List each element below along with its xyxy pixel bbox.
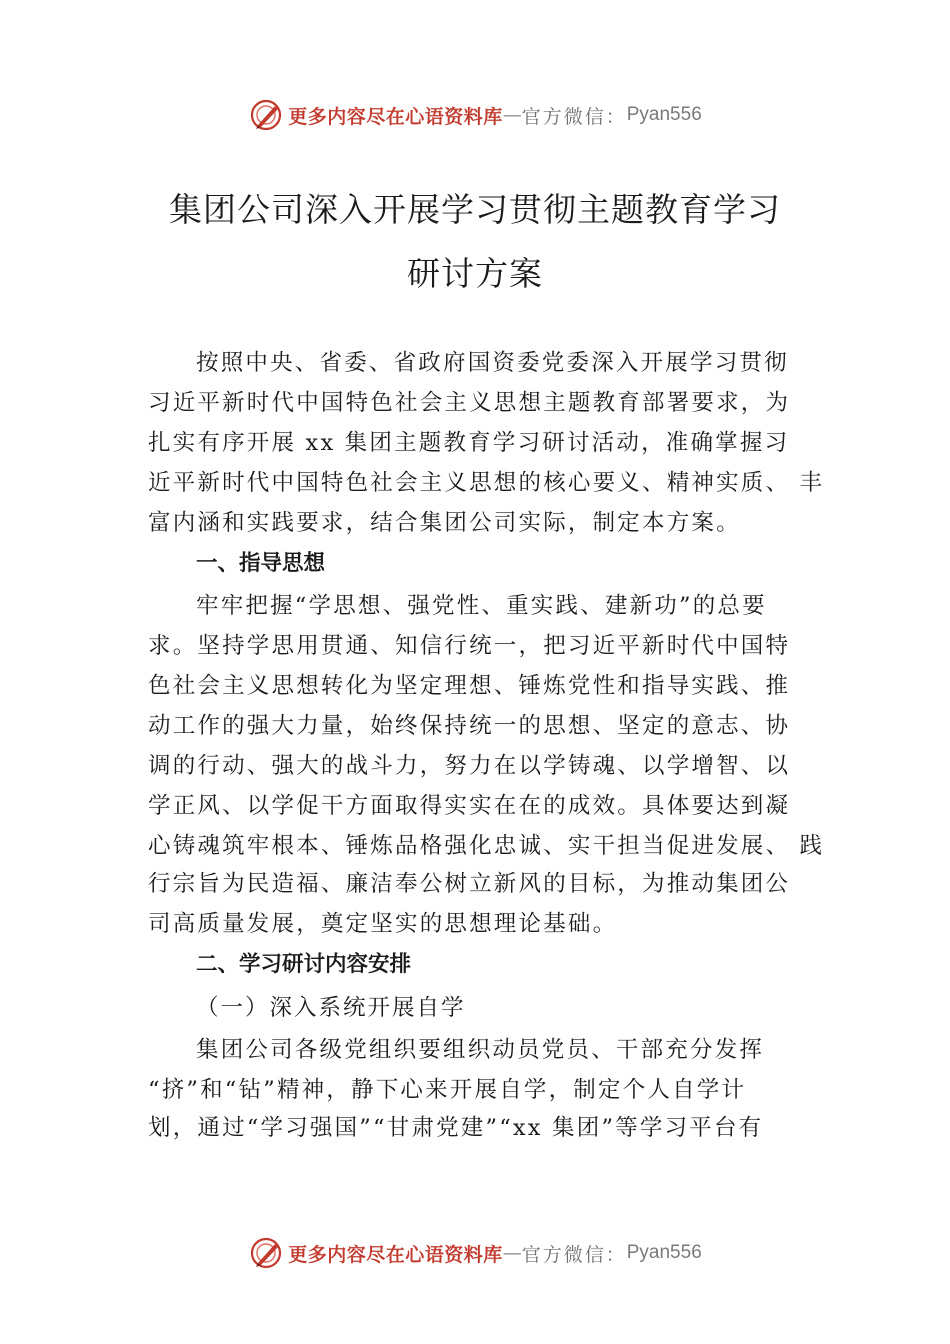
banner-wechat-id: Pyan556 xyxy=(626,1242,702,1263)
section-1-line: 心铸魂筑牢根本、锤炼品格强化忠诚、实干担当促进发展、 践 xyxy=(148,833,825,859)
intro-line: 按照中央、省委、省政府国资委党委深入开展学习贯彻 xyxy=(196,350,789,376)
banner-wechat-label: 官方微信： xyxy=(521,1243,627,1266)
section-1-line: 动工作的强大力量，始终保持统一的思想、坚定的意志、协 xyxy=(148,713,791,739)
section-2-subheading: （一）深入系统开展自学 xyxy=(196,995,466,1021)
banner-brand-text: 更多内容尽在心语资料库 xyxy=(288,105,503,128)
section-1-line: 司高质量发展，奠定坚实的思想理论基础。 xyxy=(148,911,618,937)
banner-wechat-label: 官方微信： xyxy=(521,105,627,128)
section-1-line: 调的行动、强大的战斗力，努力在以学铸魂、以学增智、以 xyxy=(148,753,791,779)
banner-dash: — xyxy=(502,104,522,126)
banner-dash: — xyxy=(502,1242,522,1264)
intro-line: 近平新时代中国特色社会主义思想的核心要义、精神实质、 丰 xyxy=(148,470,825,496)
section-2-line: 划，通过“学习强国”“甘肃党建”“xx 集团”等学习平台有 xyxy=(148,1115,764,1141)
section-1-line: 学正风、以学促干方面取得实实在在的成效。具体要达到凝 xyxy=(148,793,791,819)
footer-watermark-banner xyxy=(0,1233,950,1273)
section-1-line: 牢牢把握“学思想、强党性、重实践、建新功”的总要 xyxy=(196,593,767,619)
header-watermark-banner xyxy=(0,95,950,135)
title-line-1: 集团公司深入开展学习贯彻主题教育学习 xyxy=(169,190,781,229)
banner-wechat-id: Pyan556 xyxy=(626,104,702,125)
intro-line: 习近平新时代中国特色社会主义思想主题教育部署要求，为 xyxy=(148,390,791,416)
section-1-line: 行宗旨为民造福、廉洁奉公树立新风的目标，为推动集团公 xyxy=(148,871,791,897)
banner-brand-text: 更多内容尽在心语资料库 xyxy=(288,1243,503,1266)
section-2-heading: 二、学习研讨内容安排 xyxy=(196,952,412,977)
intro-line: 扎实有序开展 xx 集团主题教育学习研讨活动，准确掌握习 xyxy=(148,430,790,456)
section-1-line: 色社会主义思想转化为坚定理想、锤炼党性和指导实践、推 xyxy=(148,673,791,699)
section-2-line: “挤”和“钻”精神，静下心来开展自学，制定个人自学计 xyxy=(148,1077,747,1103)
document-title xyxy=(150,178,800,306)
title-line-2: 研讨方案 xyxy=(407,254,543,293)
section-1-line: 求。坚持学思用贯通、知信行统一，把习近平新时代中国特 xyxy=(148,633,791,659)
section-1-heading: 一、指导思想 xyxy=(196,551,326,576)
section-2-line: 集团公司各级党组织要组织动员党员、干部充分发挥 xyxy=(196,1037,765,1063)
intro-line: 富内涵和实践要求，结合集团公司实际，制定本方案。 xyxy=(148,510,741,536)
pen-logo-icon xyxy=(248,1235,284,1271)
pen-logo-icon xyxy=(248,97,284,133)
